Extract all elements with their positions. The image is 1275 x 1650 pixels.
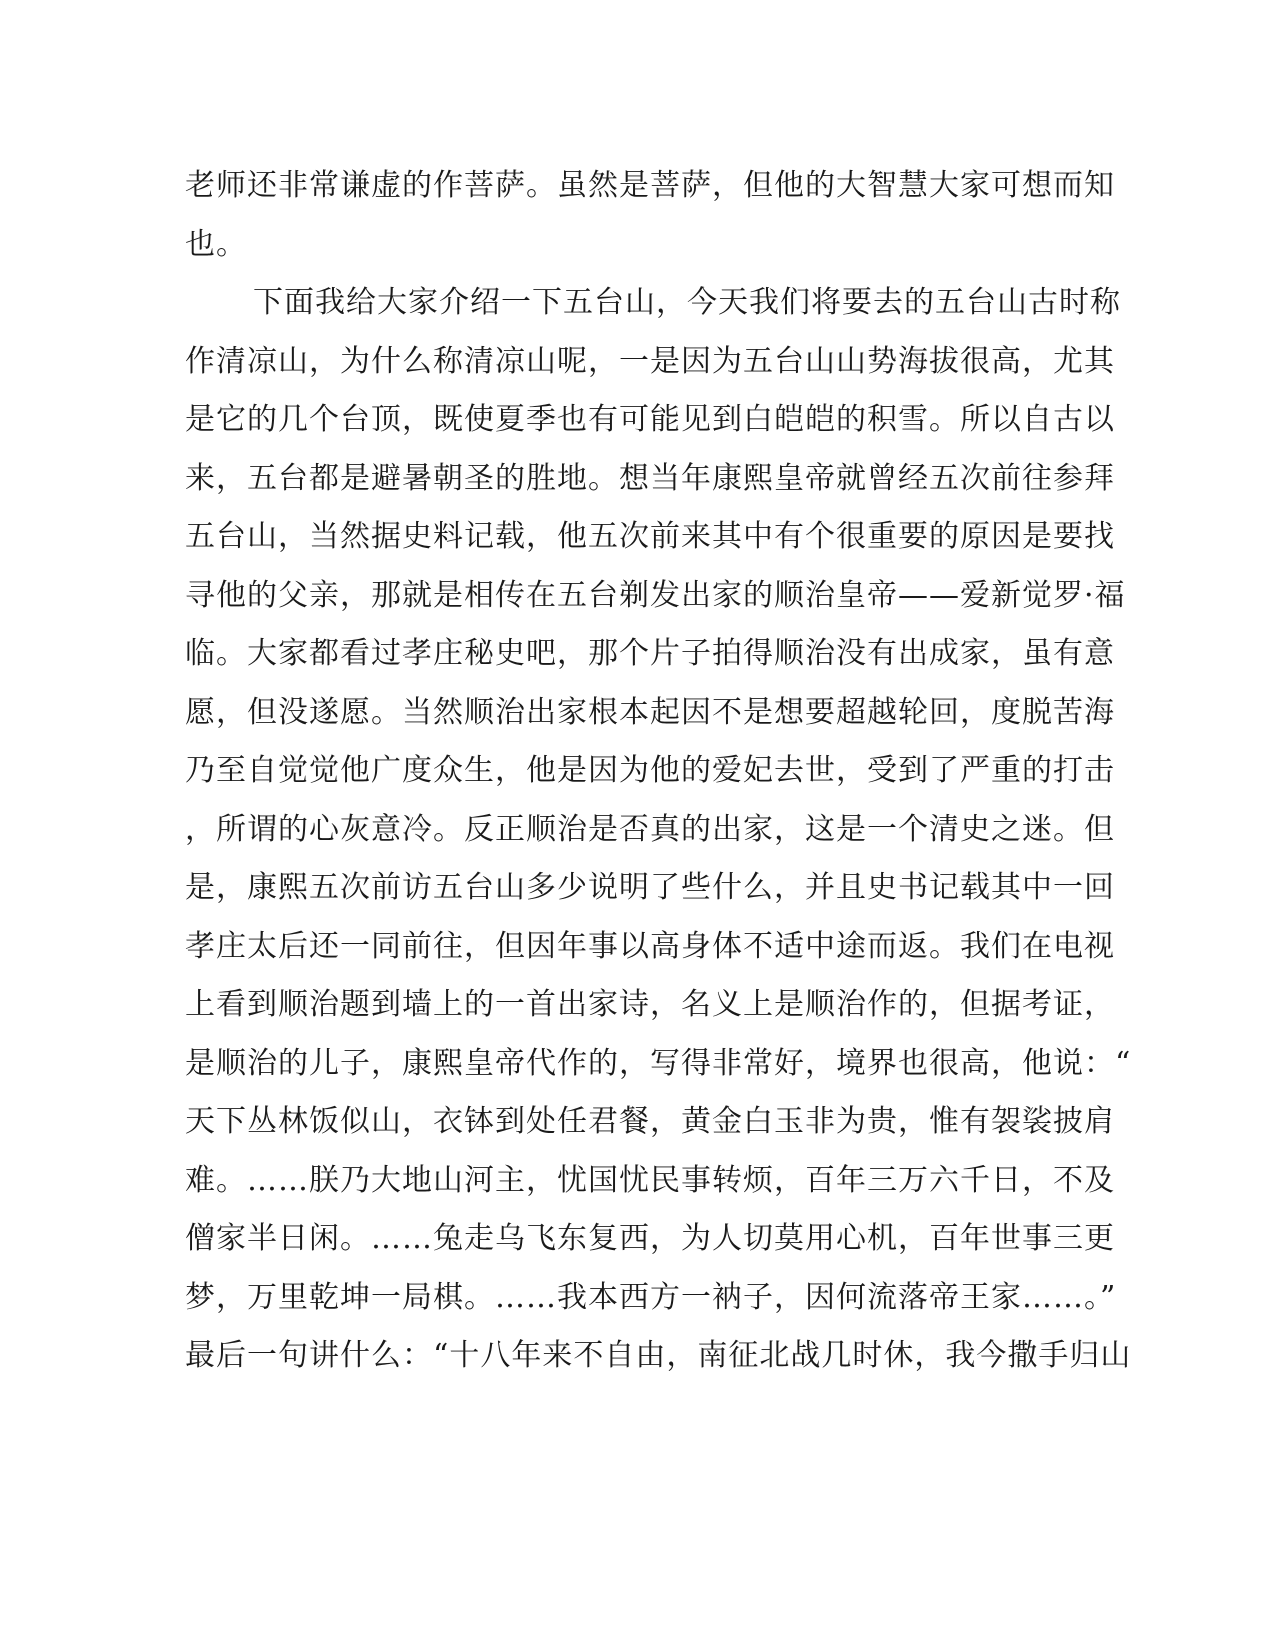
text-line: 也。 <box>185 226 247 262</box>
text-line: 上看到顺治题到墙上的一首出家诗，名义上是顺治作的，但据考证， <box>185 987 1115 1022</box>
text-line: 乃至自觉觉他广度众生，他是因为他的爱妃去世，受到了严重的打击 <box>185 753 1115 788</box>
text-line: 最后一句讲什么：“十八年来不自由，南征北战几时休，我今撒手归山 <box>185 1338 1132 1373</box>
body-text <box>185 157 1132 1386</box>
text-line: 作清凉山，为什么称清凉山呢，一是因为五台山山势海拔很高，尤其 <box>185 343 1115 379</box>
paragraph-first-line: 下面我给大家介绍一下五台山，今天我们将要去的五台山古时称 <box>253 285 1121 320</box>
text-line: 僧家半日闲。……兔走乌飞东复西，为人切莫用心机，百年世事三更 <box>185 1221 1115 1256</box>
text-line: 天下丛林饭似山，衣钵到处任君餐，黄金白玉非为贵，惟有袈裟披肩 <box>185 1104 1115 1139</box>
text-line: 愿，但没遂愿。当然顺治出家根本起因不是想要超越轮回，度脱苦海 <box>185 694 1115 730</box>
text-line: 孝庄太后还一同前往，但因年事以高身体不适中途而返。我们在电视 <box>185 928 1115 964</box>
text-line: 寻他的父亲，那就是相传在五台剃发出家的顺治皇帝——爱新觉罗·福 <box>185 577 1126 613</box>
text-line: 五台山，当然据史料记载，他五次前来其中有个很重要的原因是要找 <box>185 519 1115 554</box>
text-line: ，所谓的心灰意冷。反正顺治是否真的出家，这是一个清史之迷。但 <box>185 811 1115 847</box>
text-line: 是顺治的儿子，康熙皇帝代作的，写得非常好，境界也很高，他说：“ <box>185 1045 1132 1081</box>
text-line: 临。大家都看过孝庄秘史吧，那个片子拍得顺治没有出成家，虽有意 <box>185 636 1115 671</box>
text-line: 老师还非常谦虚的作菩萨。虽然是菩萨，但他的大智慧大家可想而知 <box>185 168 1115 203</box>
text-line: 来，五台都是避暑朝圣的胜地。想当年康熙皇帝就曾经五次前往参拜 <box>185 460 1115 496</box>
text-line: 难。……朕乃大地山河主，忧国忧民事转烦，百年三万六千日，不及 <box>185 1162 1115 1198</box>
text-line: 梦，万里乾坤一局棋。……我本西方一衲子，因何流落帝王家……。” <box>185 1279 1117 1315</box>
text-line: 是它的几个台顶，既使夏季也有可能见到白皑皑的积雪。所以自古以 <box>185 402 1115 437</box>
text-line: 是，康熙五次前访五台山多少说明了些什么，并且史书记载其中一回 <box>185 870 1115 905</box>
